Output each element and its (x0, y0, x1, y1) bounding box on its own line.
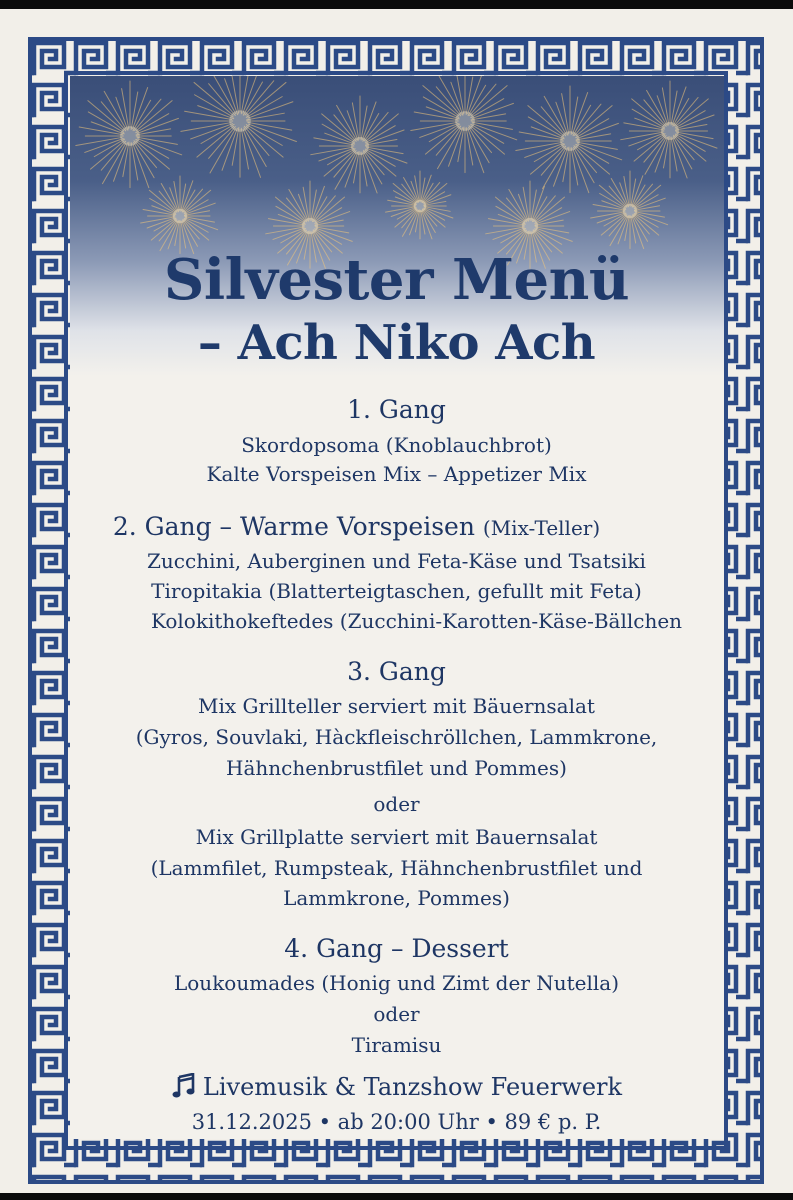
course-1-heading: 1. Gang (347, 395, 446, 424)
course-3-item: (Lammfilet, Rumpsteak, Hähnchenbrustfilet und (150, 856, 643, 880)
course-4-item: Tiramisu (351, 1033, 442, 1057)
course-2-item: Zucchini, Auberginen und Feta-Käse und Tsatsiki (147, 549, 646, 573)
menu-content (0, 9, 793, 1193)
menu-poster (0, 9, 793, 1193)
entertainment-text: Livemusik & Tanzshow Feuerwerk (202, 1073, 623, 1101)
course-2-item: Tiropitakia (Blatterteigtaschen, gefullt mit Feta) (151, 579, 642, 603)
course-3-separator: oder (373, 792, 420, 816)
course-1-item: Skordopsoma (Knoblauchbrot) (241, 433, 552, 457)
entertainment-line (0, 1073, 793, 1101)
restaurant-name: – Ach Niko Ach (197, 315, 596, 371)
course-3-item: Mix Grillteller serviert mit Bäuernsalat (198, 694, 595, 718)
event-details: 31.12.2025 • ab 20:00 Uhr • 89 € p. P. (191, 1110, 602, 1134)
course-4-item: Loukoumades (Honig und Zimt der Nutella) (173, 971, 620, 995)
course-3-heading: 3. Gang (347, 657, 446, 686)
course-4-heading: 4. Gang – Dessert (284, 934, 509, 963)
course-4-separator: oder (373, 1002, 420, 1026)
course-3-item: Mix Grillplatte serviert mit Bauernsalat (195, 825, 598, 849)
music-note-icon (171, 1073, 197, 1099)
course-3-item: Hähnchenbrustfilet und Pommes) (226, 756, 567, 780)
course-2-note: (Mix-Teller) (482, 516, 601, 540)
course-3-item: (Gyros, Souvlaki, Hàckfleischröllchen, Lammkrone, (135, 725, 658, 749)
course-2-heading (0, 512, 753, 541)
course-2-item: Kolokithokeftedes (Zucchini-Karotten-Käse-Bällchen (150, 609, 683, 633)
course-3-item: Lammkrone, Pommes) (283, 886, 510, 910)
course-2-title: 2. Gang – Warme Vorspeisen (112, 512, 475, 541)
course-1-item: Kalte Vorspeisen Mix – Appetizer Mix (206, 462, 587, 486)
menu-title: Silvester Menü (163, 247, 630, 313)
